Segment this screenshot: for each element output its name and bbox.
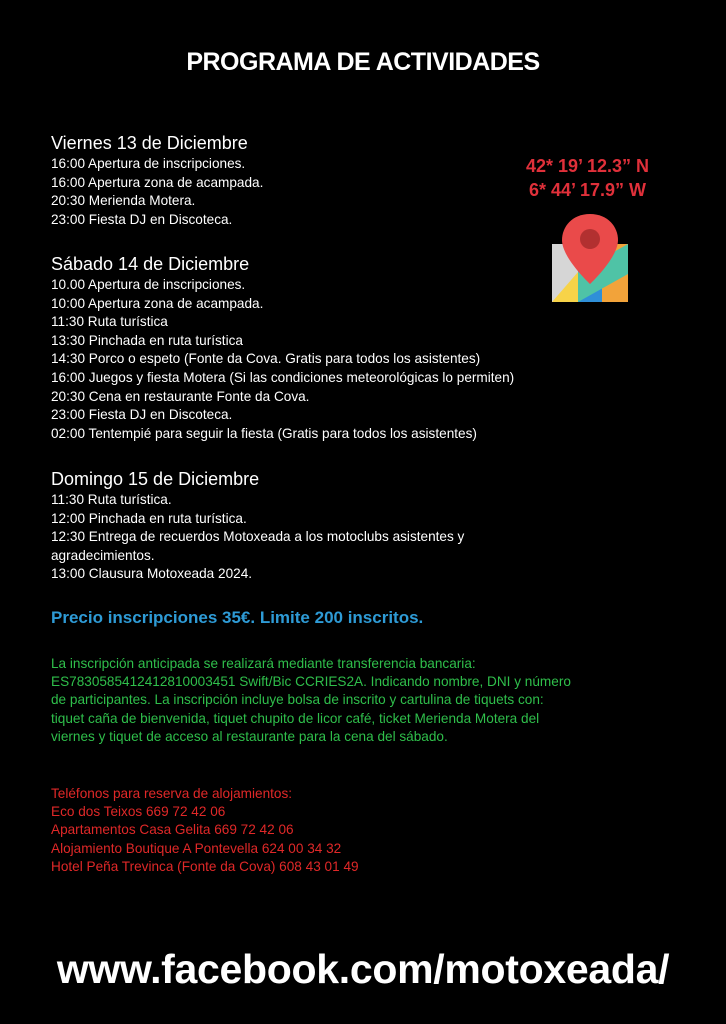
schedule-item: 11:30 Ruta turística.	[51, 492, 172, 507]
lodging-line: Alojamiento Boutique A Pontevella 624 00 34 32	[51, 840, 342, 856]
schedule-item: 10:00 Apertura zona de acampada.	[51, 295, 264, 311]
payment-line: viernes y tiquet de acceso al restaurante para la cena del sábado.	[51, 728, 448, 744]
schedule-item: 10.00 Apertura de inscripciones.	[51, 277, 246, 292]
schedule-item: 23:00 Fiesta DJ en Discoteca.	[51, 407, 233, 423]
schedule-item: 12:00 Pinchada en ruta turística.	[51, 510, 247, 526]
day-sunday	[51, 469, 464, 584]
latitude: 42* 19’ 12.3” N	[525, 156, 650, 176]
payment-line: La inscripción anticipada se realizará mediante transferencia bancaria:	[51, 656, 476, 671]
schedule-item: agradecimientos.	[51, 547, 155, 563]
day-title: Sábado 14 de Diciembre	[51, 254, 250, 274]
schedule-item: 16:00 Apertura de inscripciones.	[51, 156, 246, 171]
schedule-item: 11:30 Ruta turística	[51, 314, 168, 330]
payment-line: de participantes. La inscripción incluye bolsa de inscrito y cartulina de tiquets con:	[51, 692, 544, 708]
day-friday	[51, 133, 263, 229]
schedule-item: 12:30 Entrega de recuerdos Motoxeada a los motoclubs asistentes y	[51, 529, 465, 545]
day-saturday	[51, 254, 514, 443]
lodging-line: Eco dos Teixos 669 72 42 06	[51, 804, 226, 820]
lodging-line: Apartamentos Casa Gelita 669 72 42 06	[51, 822, 294, 838]
facebook-url[interactable]: www.facebook.com/motoxeada/	[56, 946, 670, 992]
page-title: PROGRAMA DE ACTIVIDADES	[186, 48, 540, 76]
schedule-item: 20:30 Cena en restaurante Fonte da Cova.	[51, 388, 310, 404]
registration-price: Precio inscripciones 35€. Limite 200 inscritos.	[51, 608, 424, 627]
schedule-item: 16:00 Juegos y fiesta Motera (Si las condiciones meteorológicas lo permiten)	[51, 369, 515, 385]
payment-info	[51, 655, 691, 746]
payment-line: tiquet caña de bienvenida, tiquet chupito de licor café, ticket Merienda Motera del	[51, 710, 540, 726]
schedule-item: 13:00 Clausura Motoxeada 2024.	[51, 566, 253, 582]
schedule-item: 23:00 Fiesta DJ en Discoteca.	[51, 211, 233, 227]
schedule-item: 14:30 Porco o espeto (Fonte da Cova. Gratis para todos los asistentes)	[51, 351, 481, 367]
schedule-item: 16:00 Apertura zona de acampada.	[51, 174, 264, 190]
schedule-item: 02:00 Tentempié para seguir la fiesta (Gratis para todos los asistentes)	[51, 425, 477, 441]
payment-line: ES7830585412412810003451 Swift/Bic CCRIES2A. Indicando nombre, DNI y número	[51, 674, 571, 690]
lodging-info	[51, 785, 359, 876]
day-title: Domingo 15 de Diciembre	[51, 469, 260, 489]
longitude: 6* 44’ 17.9” W	[528, 180, 647, 200]
schedule-item: 13:30 Pinchada en ruta turística	[51, 332, 243, 348]
gps-coordinates	[505, 154, 670, 202]
map-pin-icon	[550, 212, 630, 304]
schedule-item: 20:30 Merienda Motera.	[51, 193, 196, 209]
day-title: Viernes 13 de Diciembre	[51, 133, 248, 153]
lodging-line: Hotel Peña Trevinca (Fonte da Cova) 608 43 01 49	[51, 858, 359, 874]
lodging-line: Teléfonos para reserva de alojamientos:	[51, 786, 293, 801]
